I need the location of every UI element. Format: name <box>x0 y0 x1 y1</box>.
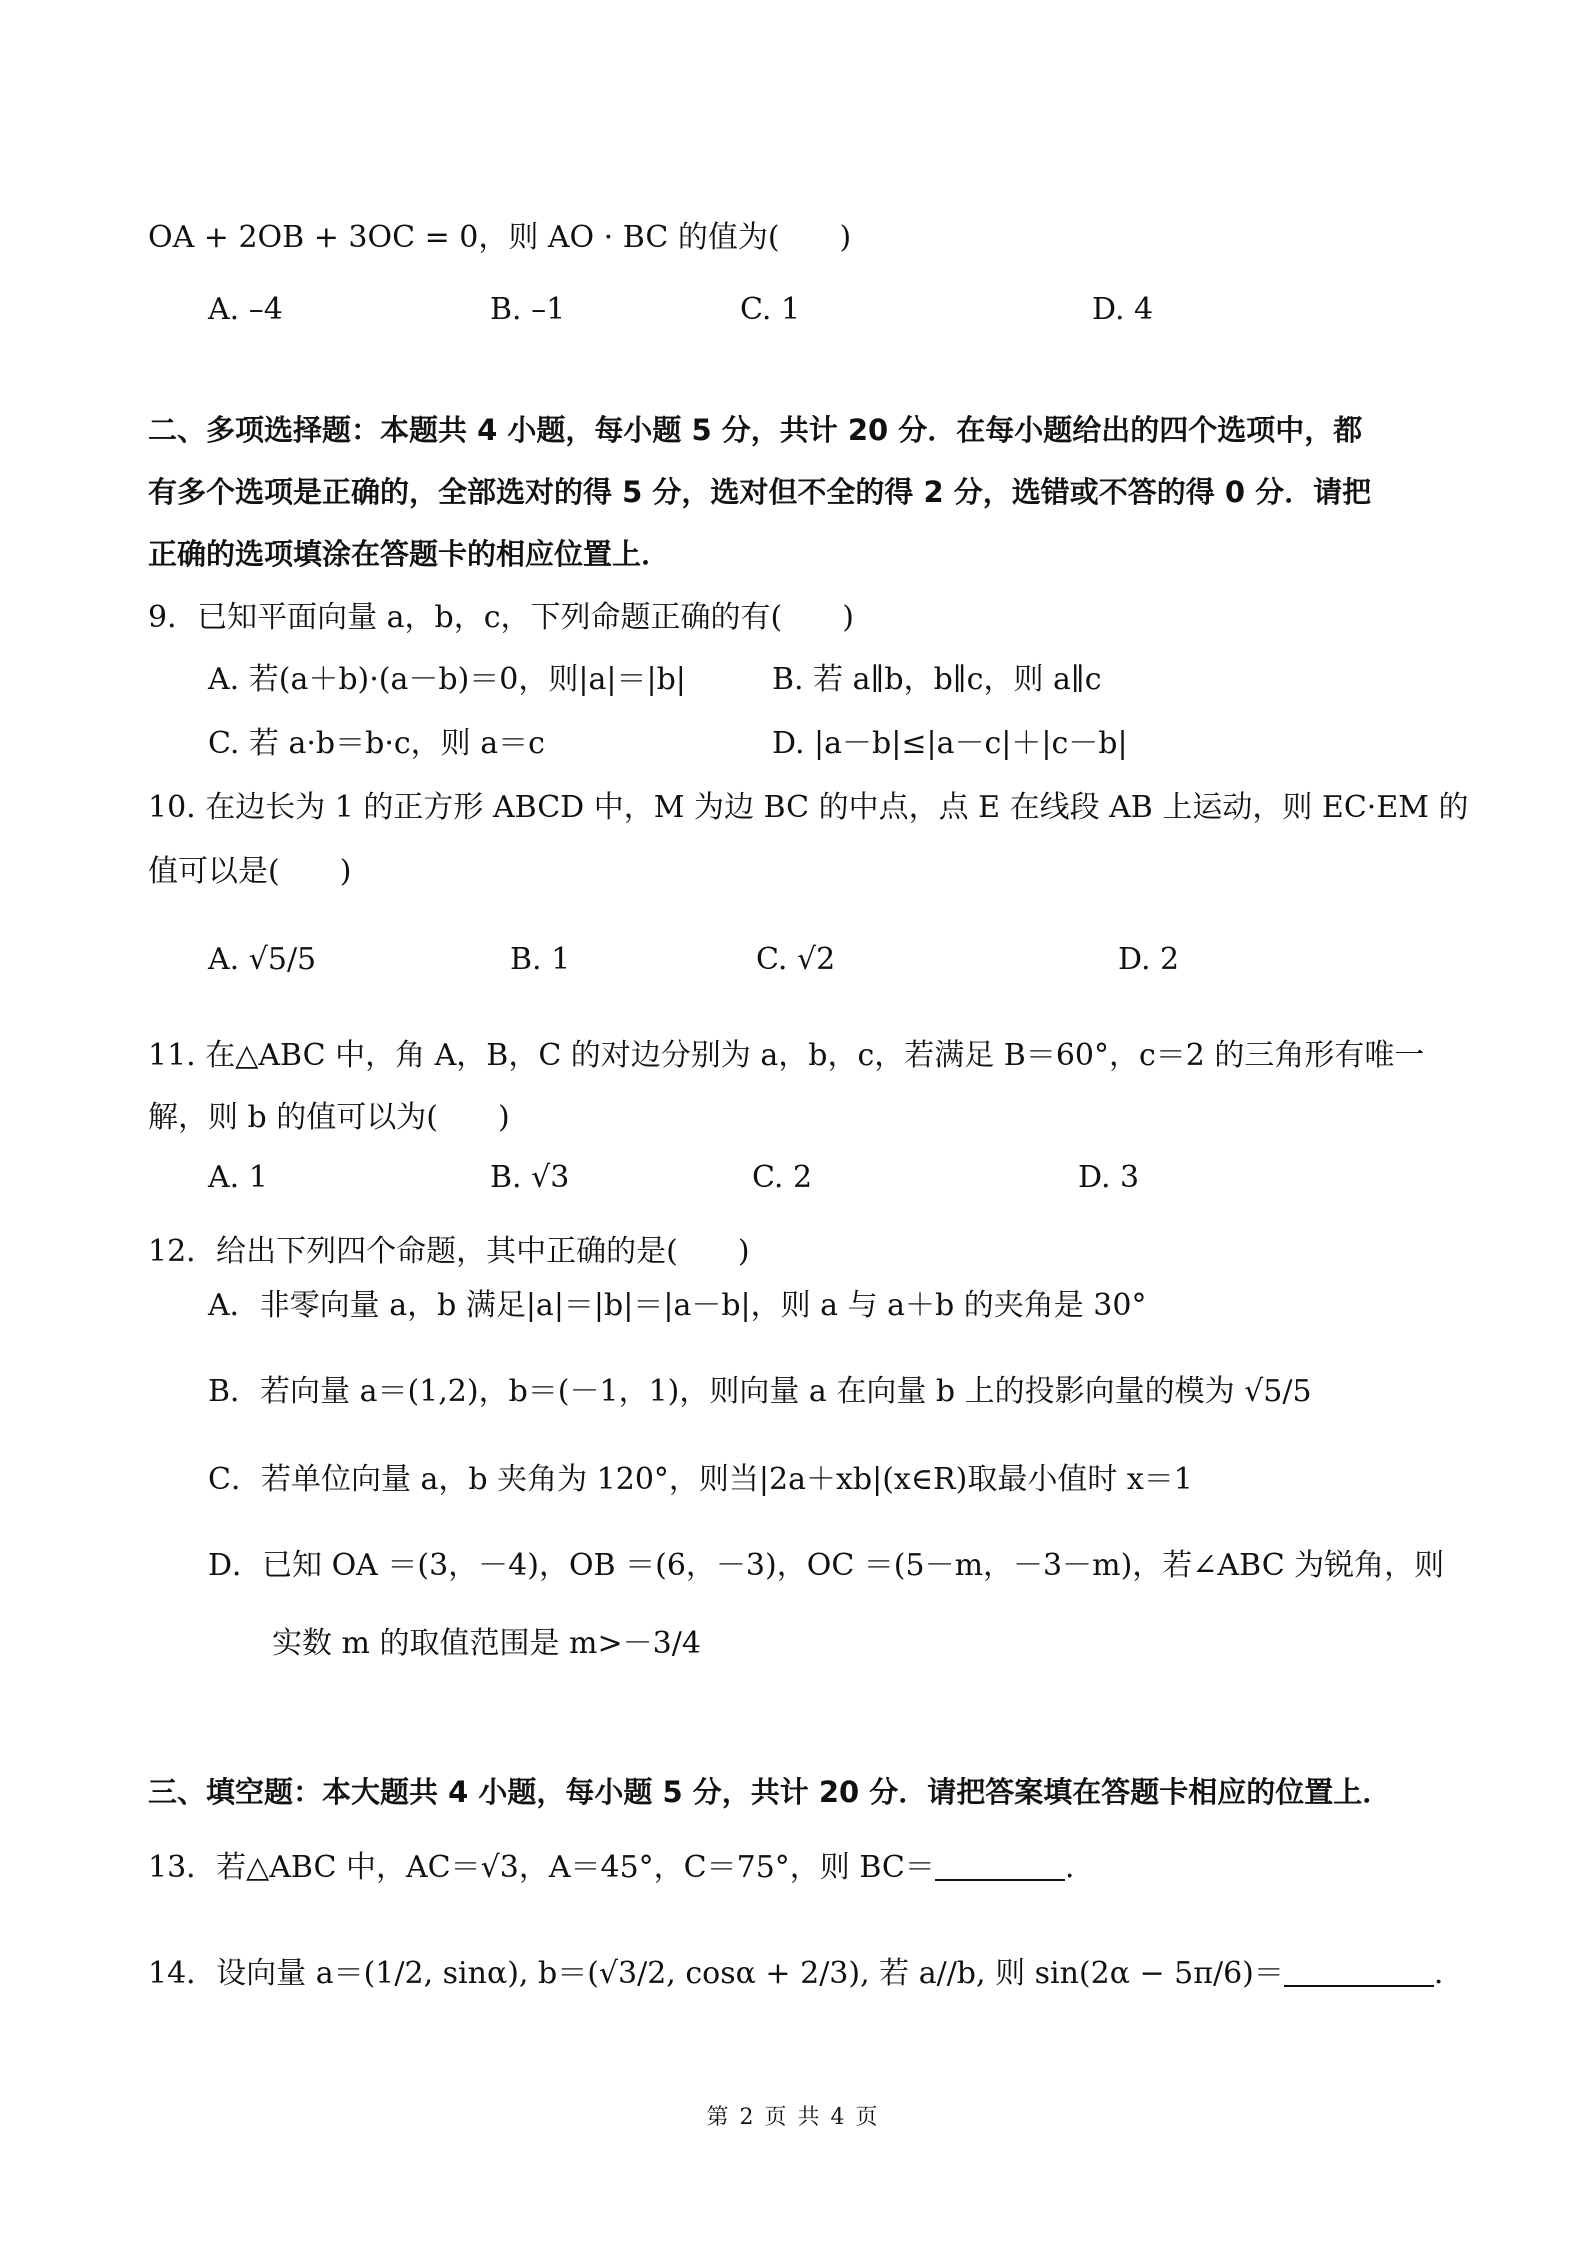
q14-text: 14．设向量 a＝(1/2, sinα), b＝(√3/2, cosα + 2/3), 若 a//b, 则 sin(2α − 5π/6)＝ <box>148 1956 1284 1991</box>
q11-option-d: D. 3 <box>1078 1160 1140 1195</box>
q11-stem-line1: 11. 在△ABC 中，角 A，B，C 的对边分别为 a，b，c，若满足 B＝60°，c＝2 的三角形有唯一 <box>148 1038 1425 1073</box>
q11-stem-line2: 解，则 b 的值可以为( ) <box>148 1100 510 1135</box>
q8-tail: OA + 2OB + 3OC = 0，则 AO · BC 的值为( ) <box>148 220 852 255</box>
q8-option-d: D. 4 <box>1092 292 1154 327</box>
section2-heading-line2: 有多个选项是正确的，全部选对的得 5 分，选对但不全的得 2 分，选错或不答的得 0 分．请把 <box>148 475 1372 509</box>
q10-option-b: B. 1 <box>510 942 571 977</box>
q12-option-d-line1: D．已知 OA ＝(3，－4)，OB ＝(6，－3)，OC ＝(5－m，－3－m)，若∠ABC 为锐角，则 <box>208 1548 1445 1583</box>
q12-option-b: B．若向量 a＝(1,2)，b＝(－1，1)，则向量 a 在向量 b 上的投影向量的模为 √5/5 <box>208 1374 1312 1409</box>
q9-option-d: D. |a－b|≤|a－c|＋|c－b| <box>772 726 1128 761</box>
q11-option-b: B. √3 <box>490 1160 570 1195</box>
q10-option-c: C. √2 <box>756 942 836 977</box>
q10-stem-line2: 值可以是( ) <box>148 854 352 889</box>
q13-stem: 13．若△ABC 中，AC＝√3，A＝45°，C＝75°，则 BC＝ . <box>148 1850 1075 1885</box>
q8-option-c: C. 1 <box>740 292 801 327</box>
q10-option-a: A. √5/5 <box>208 942 317 977</box>
q9-stem: 9．已知平面向量 a，b，c，下列命题正确的有( ) <box>148 600 854 635</box>
q11-option-a: A. 1 <box>208 1160 268 1195</box>
q13-text: 13．若△ABC 中，AC＝√3，A＝45°，C＝75°，则 BC＝ <box>148 1850 935 1885</box>
section2-heading-line3: 正确的选项填涂在答题卡的相应位置上． <box>148 537 671 571</box>
q14-stem: 14．设向量 a＝(1/2, sinα), b＝(√3/2, cosα + 2/3), 若 a//b, 则 sin(2α − 5π/6)＝ . <box>148 1956 1444 1991</box>
q12-option-c: C．若单位向量 a，b 夹角为 120°，则当|2a＋xb|(x∈R)取最小值时 x＝1 <box>208 1462 1193 1497</box>
q14-answer-blank[interactable] <box>1284 1955 1434 1987</box>
q10-stem-line1: 10. 在边长为 1 的正方形 ABCD 中，M 为边 BC 的中点，点 E 在线段 AB 上运动，则 EC·EM 的 <box>148 790 1469 825</box>
section3-heading: 三、填空题：本大题共 4 小题，每小题 5 分，共计 20 分．请把答案填在答题卡相应的位置上． <box>148 1775 1392 1809</box>
section2-heading-line1: 二、多项选择题：本题共 4 小题，每小题 5 分，共计 20 分．在每小题给出的四个选项中，都 <box>148 413 1363 447</box>
q12-option-d-line2: 实数 m 的取值范围是 m>－3/4 <box>272 1626 701 1661</box>
q9-option-c: C. 若 a·b＝b·c，则 a＝c <box>208 726 545 761</box>
page-footer: 第 2 页 共 4 页 <box>706 2105 880 2130</box>
q8-option-a: A. –4 <box>208 292 283 327</box>
q13-answer-blank[interactable] <box>935 1849 1065 1881</box>
q8-option-b: B. –1 <box>490 292 566 327</box>
q11-option-c: C. 2 <box>752 1160 813 1195</box>
q12-option-a: A．非零向量 a，b 满足|a|＝|b|＝|a－b|，则 a 与 a＋b 的夹角是 30° <box>208 1288 1147 1323</box>
q9-option-b: B. 若 a∥b，b∥c，则 a∥c <box>772 662 1102 697</box>
q10-option-d: D. 2 <box>1118 942 1180 977</box>
q12-stem: 12．给出下列四个命题，其中正确的是( ) <box>148 1234 750 1269</box>
q9-option-a: A. 若(a＋b)·(a－b)＝0，则|a|＝|b| <box>208 662 686 697</box>
